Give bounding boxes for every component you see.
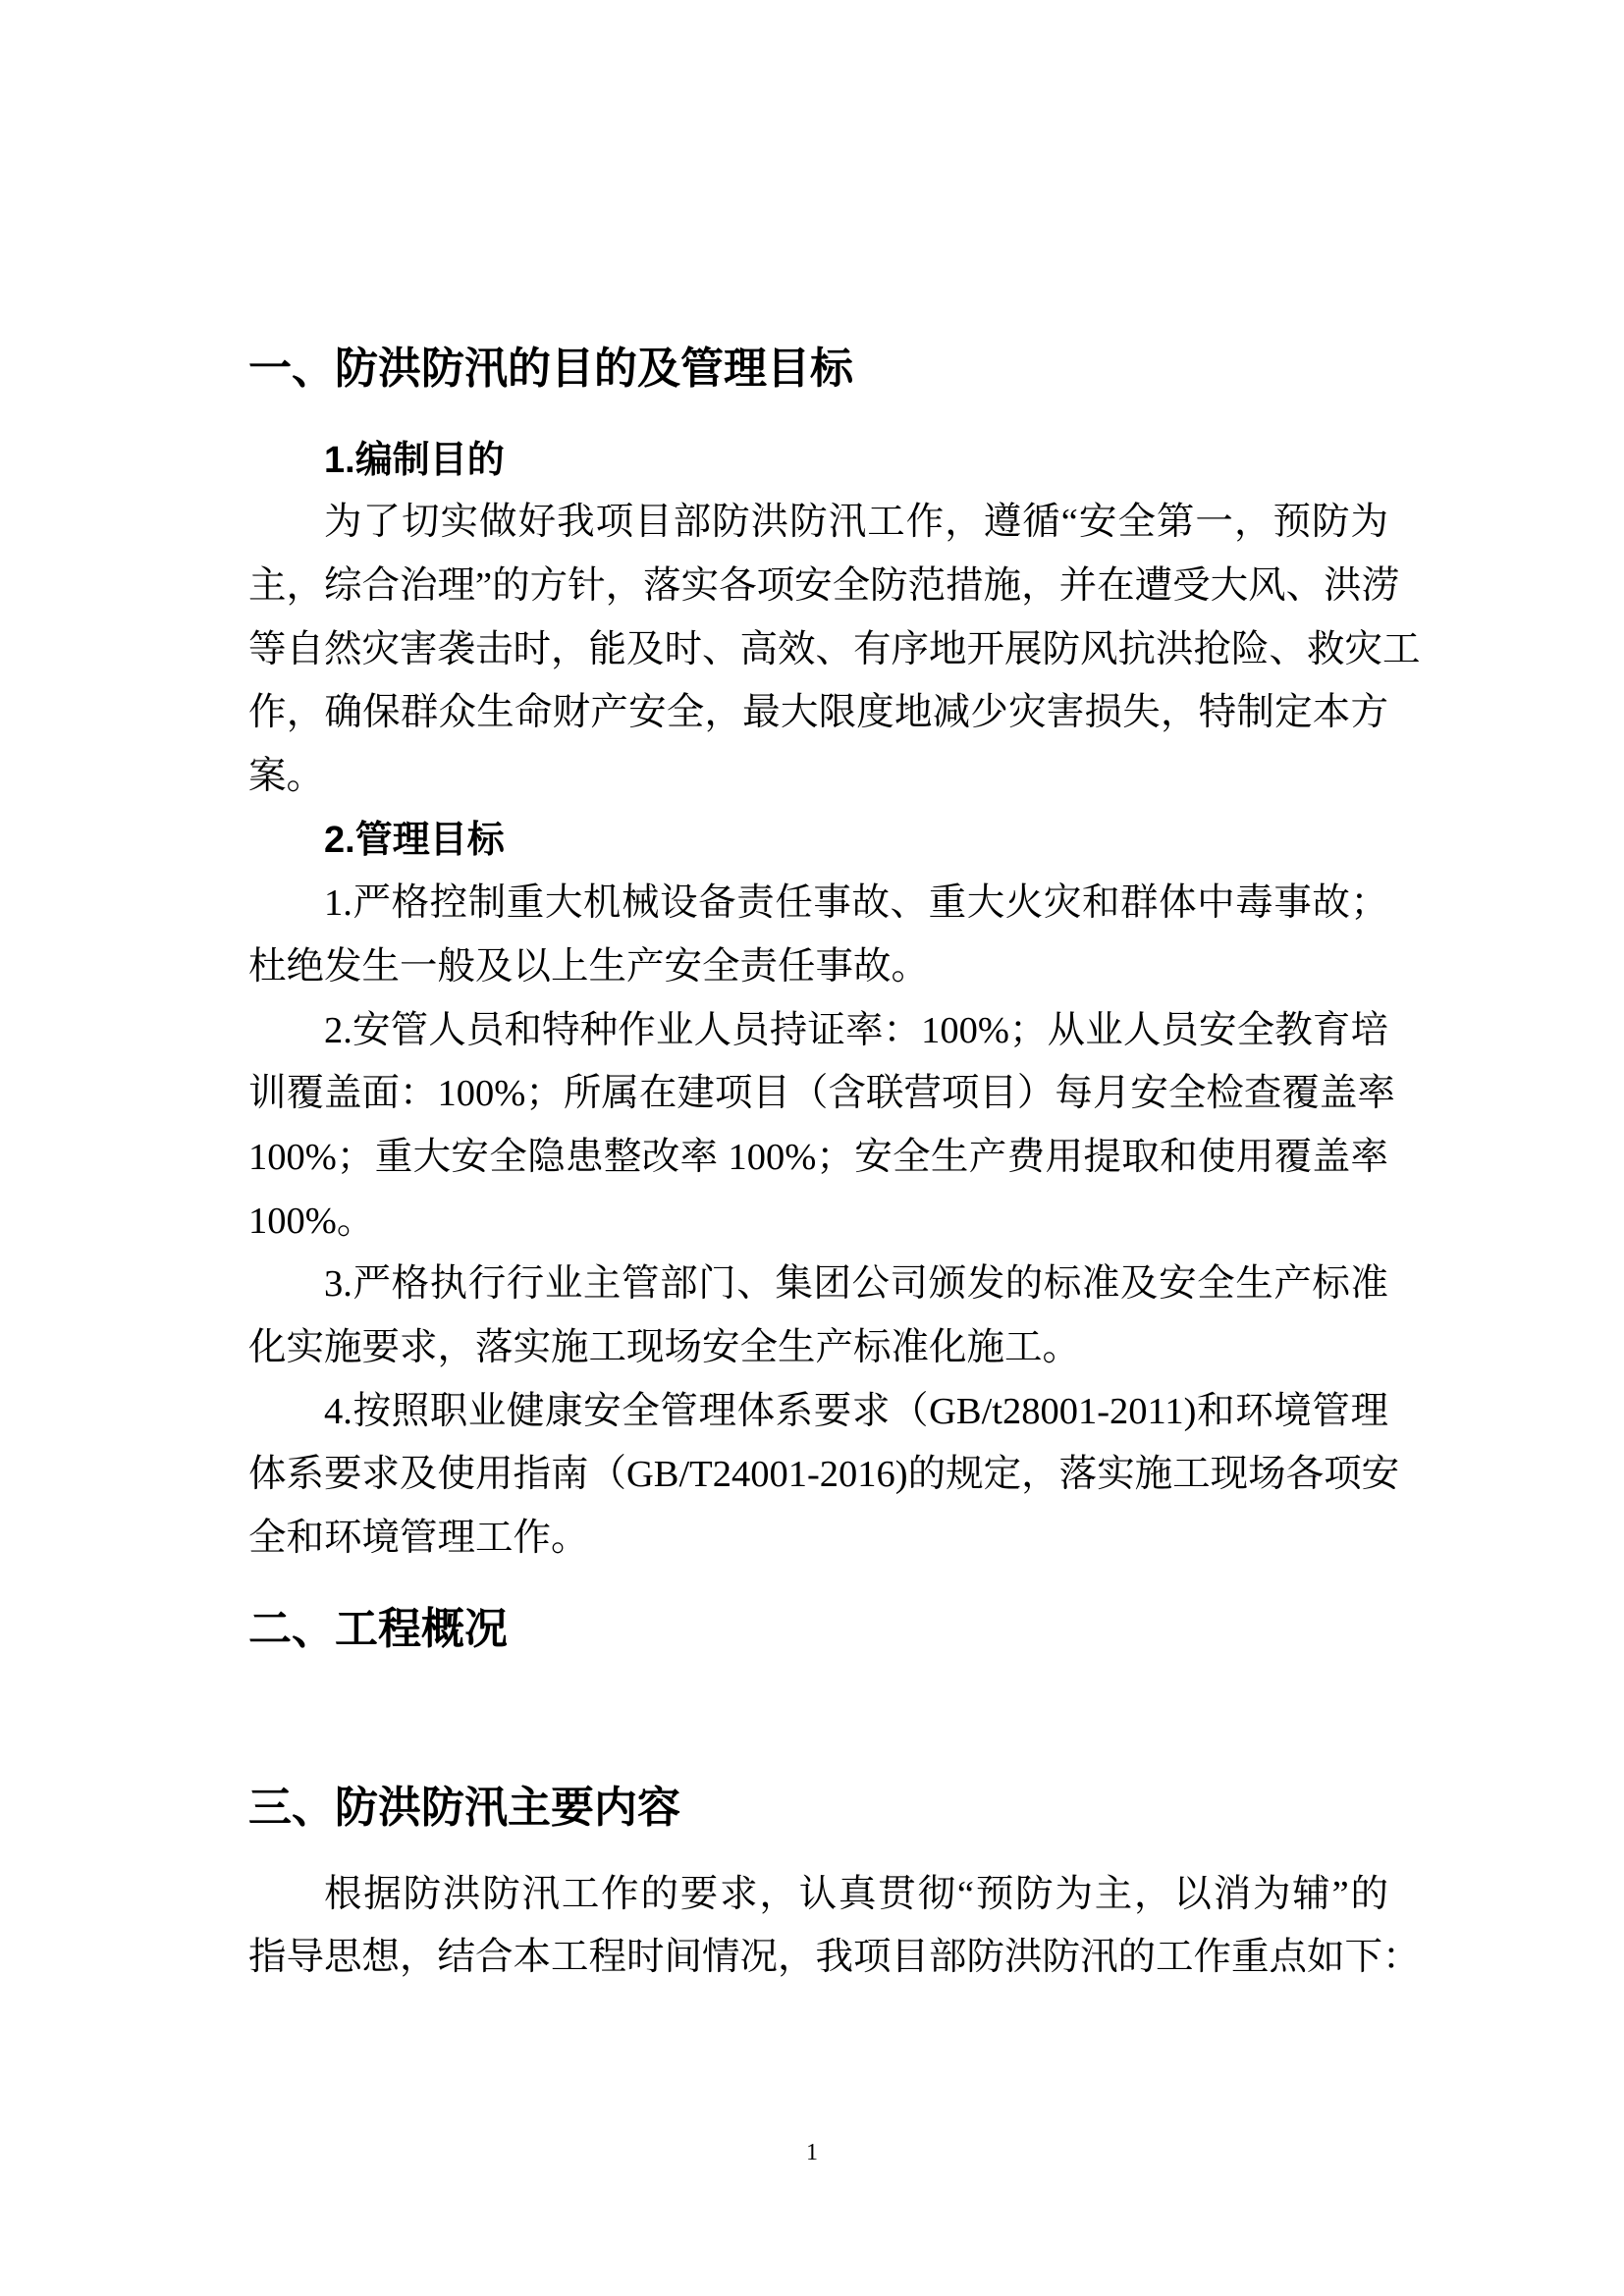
paragraph-line: 为了切实做好我项目部防洪防汛工作，遵循“安全第一，预防为 bbox=[324, 502, 1388, 543]
section-2-heading: 二、工程概况 bbox=[248, 1605, 508, 1653]
page-number: 1 bbox=[806, 2140, 818, 2165]
subheading-purpose: 1.编制目的 bbox=[324, 440, 505, 481]
goal-line: 4.按照职业健康安全管理体系要求（GB/t28001-2011)和环境管理 bbox=[324, 1391, 1388, 1432]
section-1-heading: 一、防洪防汛的目的及管理目标 bbox=[248, 345, 853, 393]
section-3-heading: 三、防洪防汛主要内容 bbox=[248, 1784, 680, 1832]
goal-line: 100%。 bbox=[248, 1201, 375, 1242]
goal-line: 全和环境管理工作。 bbox=[248, 1518, 589, 1559]
goal-line: 体系要求及使用指南（GB/T24001-2016)的规定，落实施工现场各项安 bbox=[248, 1454, 1400, 1495]
goal-line: 2.安管人员和特种作业人员持证率：100%；从业人员安全教育培 bbox=[324, 1010, 1388, 1051]
paragraph-line: 等自然灾害袭击时，能及时、高效、有序地开展防风抗洪抢险、救灾工 bbox=[248, 629, 1421, 670]
paragraph-line: 主，综合治理”的方针，落实各项安全防范措施，并在遭受大风、洪涝 bbox=[248, 565, 1400, 607]
goal-line: 3.严格执行行业主管部门、集团公司颁发的标准及安全生产标准 bbox=[324, 1263, 1388, 1305]
goal-line: 训覆盖面：100%；所属在建项目（含联营项目）每月安全检查覆盖率 bbox=[248, 1073, 1395, 1114]
goal-line: 100%；重大安全隐患整改率 100%；安全生产费用提取和使用覆盖率 bbox=[248, 1137, 1388, 1178]
paragraph-line: 指导思想，结合本工程时间情况，我项目部防洪防汛的工作重点如下： bbox=[248, 1937, 1421, 1978]
goal-line: 杜绝发生一般及以上生产安全责任事故。 bbox=[248, 946, 930, 988]
paragraph-line: 作，确保群众生命财产安全，最大限度地减少灾害损失，特制定本方 bbox=[248, 692, 1388, 733]
goal-line: 1.严格控制重大机械设备责任事故、重大火灾和群体中毒事故； bbox=[324, 882, 1388, 924]
goal-line: 化实施要求，落实施工现场安全生产标准化施工。 bbox=[248, 1327, 1081, 1368]
paragraph-line: 案。 bbox=[248, 756, 325, 797]
subheading-goals: 2.管理目标 bbox=[324, 820, 505, 861]
paragraph-line: 根据防洪防汛工作的要求，认真贯彻“预防为主，以消为辅”的 bbox=[324, 1874, 1388, 1915]
